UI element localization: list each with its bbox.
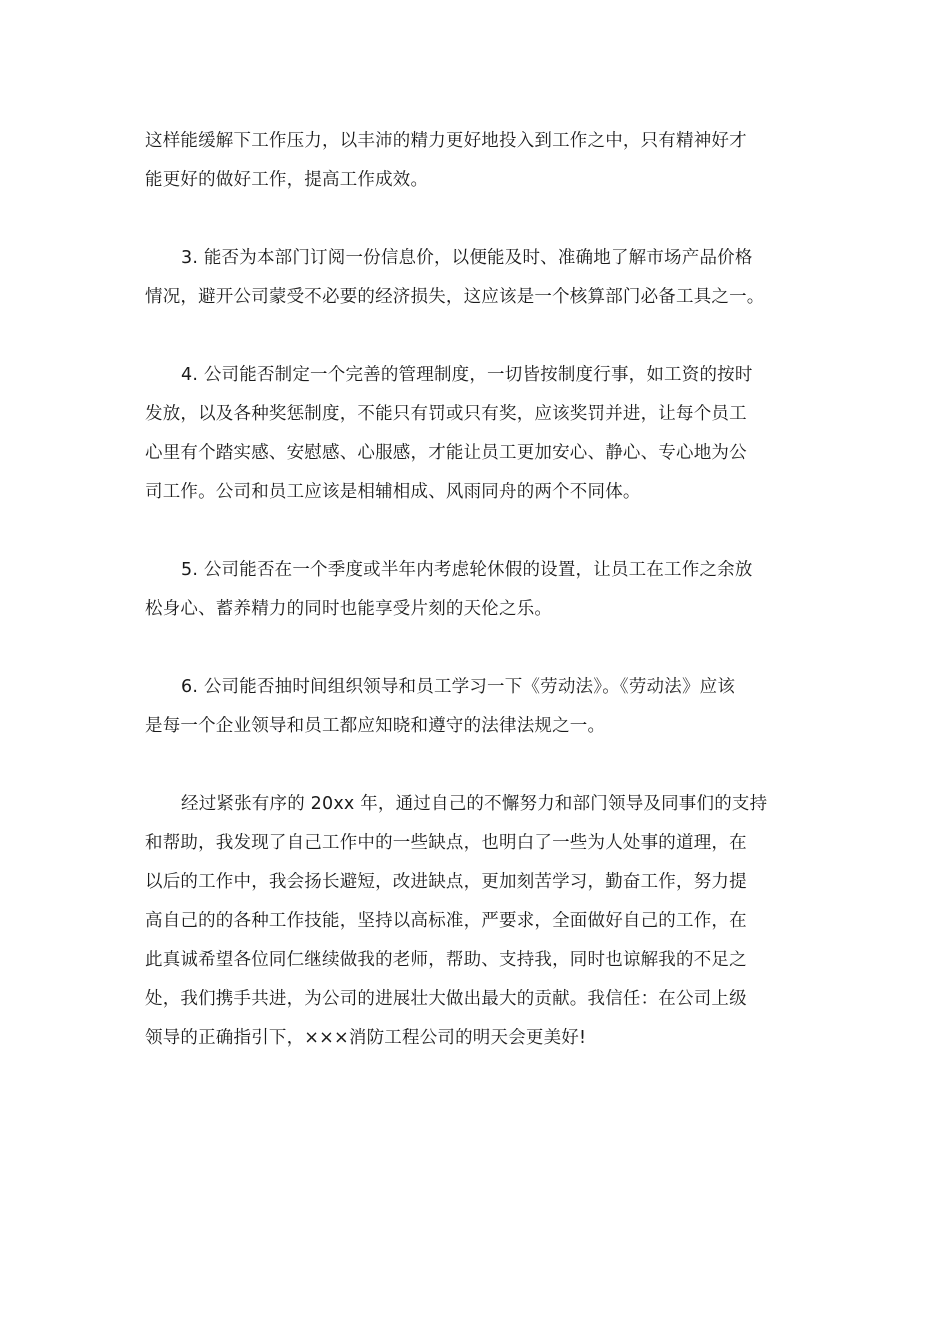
paragraph-line: 3. 能否为本部门订阅一份信息价，以便能及时、准确地了解市场产品价格 bbox=[181, 248, 753, 268]
paragraph-line: 情况，避开公司蒙受不必要的经济损失，这应该是一个核算部门必备工具之一。 bbox=[145, 287, 765, 307]
paragraph-item-3 bbox=[145, 239, 805, 317]
paragraph-line: 4. 公司能否制定一个完善的管理制度，一切皆按制度行事，如工资的按时 bbox=[181, 365, 753, 385]
paragraph-line: 高自己的的各种工作技能，坚持以高标准，严要求，全面做好自己的工作，在 bbox=[145, 911, 747, 931]
paragraph-line: 心里有个踏实感、安慰感、心服感，才能让员工更加安心、静心、专心地为公 bbox=[145, 443, 747, 463]
paragraph-line: 5. 公司能否在一个季度或半年内考虑轮休假的设置，让员工在工作之余放 bbox=[181, 560, 753, 580]
paragraph-item-6 bbox=[145, 668, 805, 746]
paragraph-line: 6. 公司能否抽时间组织领导和员工学习一下《劳动法》。《劳动法》应该 bbox=[181, 677, 736, 697]
paragraph-line: 和帮助，我发现了自己工作中的一些缺点，也明白了一些为人处事的道理，在 bbox=[145, 833, 747, 853]
paragraph-line: 领导的正确指引下，×××消防工程公司的明天会更美好! bbox=[145, 1028, 587, 1048]
paragraph-line: 能更好的做好工作，提高工作成效。 bbox=[145, 170, 429, 190]
document-body bbox=[145, 122, 805, 1097]
paragraph-line: 此真诚希望各位同仁继续做我的老师，帮助、支持我，同时也谅解我的不足之 bbox=[145, 950, 747, 970]
paragraph-line: 发放，以及各种奖惩制度，不能只有罚或只有奖，应该奖罚并进，让每个员工 bbox=[145, 404, 747, 424]
paragraph-conclusion bbox=[145, 785, 805, 1058]
paragraph-line: 松身心、蓄养精力的同时也能享受片刻的天伦之乐。 bbox=[145, 599, 553, 619]
paragraph-line: 处，我们携手共进，为公司的进展壮大做出最大的贡献。我信任：在公司上级 bbox=[145, 989, 747, 1009]
paragraph-1 bbox=[145, 122, 805, 200]
paragraph-line: 是每一个企业领导和员工都应知晓和遵守的法律法规之一。 bbox=[145, 716, 606, 736]
paragraph-item-5 bbox=[145, 551, 805, 629]
paragraph-line: 这样能缓解下工作压力，以丰沛的精力更好地投入到工作之中，只有精神好才 bbox=[145, 131, 747, 151]
paragraph-line: 司工作。公司和员工应该是相辅相成、风雨同舟的两个不同体。 bbox=[145, 482, 641, 502]
paragraph-item-4 bbox=[145, 356, 805, 512]
paragraph-line: 经过紧张有序的 20xx 年，通过自己的不懈努力和部门领导及同事们的支持 bbox=[181, 794, 768, 814]
paragraph-line: 以后的工作中，我会扬长避短，改进缺点，更加刻苦学习，勤奋工作，努力提 bbox=[145, 872, 747, 892]
